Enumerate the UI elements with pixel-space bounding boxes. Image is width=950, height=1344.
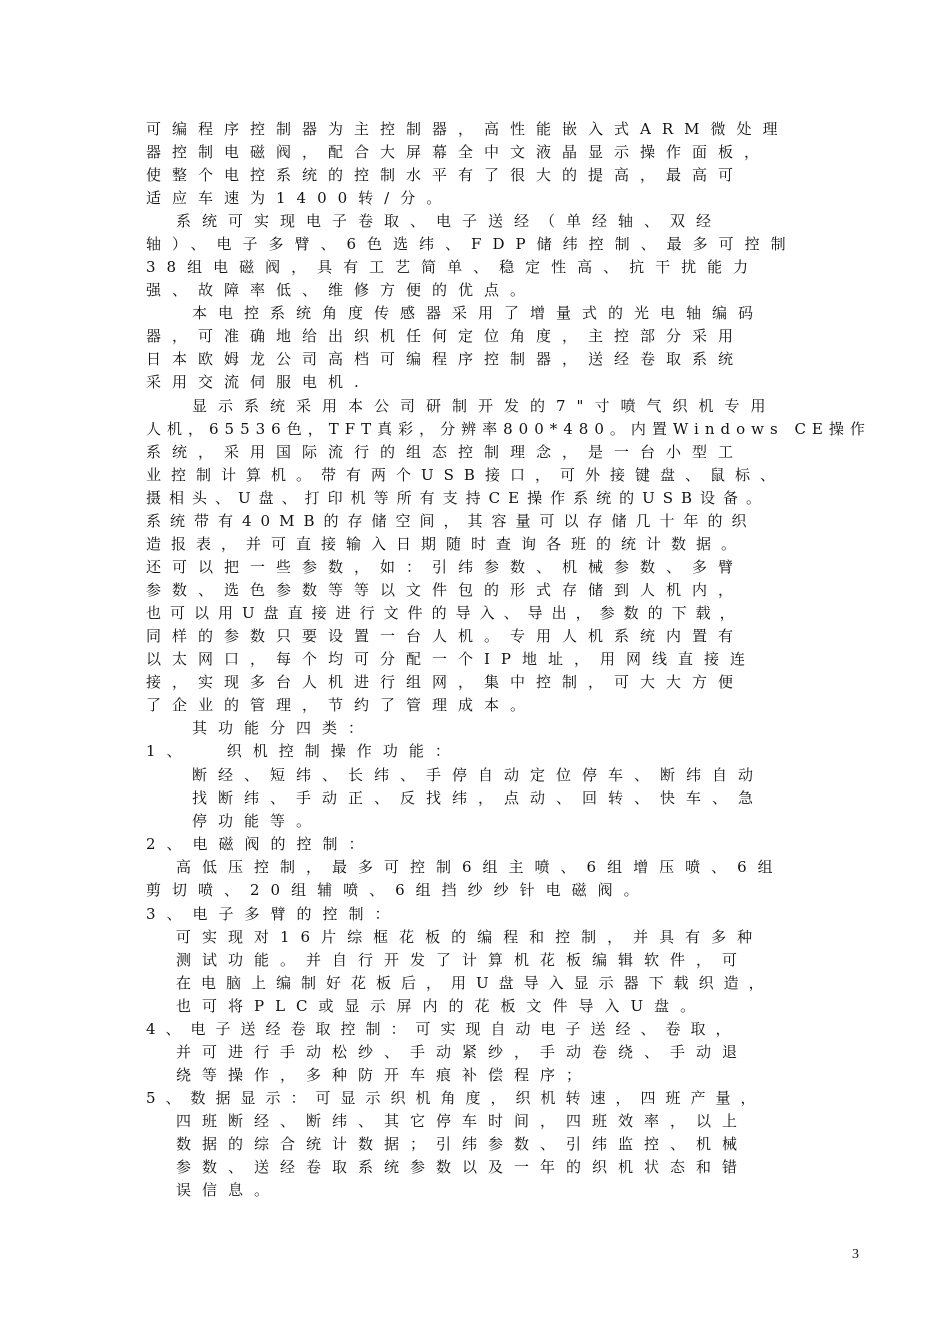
list-item-text: 断经、短纬、长纬、手停自动定位停车、断纬自动 [192, 766, 765, 784]
list-item-text: 误信息。 [176, 1181, 281, 1199]
text-line: 轴）、电子多臂、6色选纬、FDP储纬控制、最多可控制 [146, 235, 797, 253]
list-item-text: 剪切喷、20组辅喷、6组挡纱纱针电磁阀。 [146, 881, 650, 899]
list-item-text: 四班断经、断纬、其它停车时间，四班效率，以上 [176, 1112, 749, 1130]
list-item-text: 找断纬、手动正、反找纬，点动、回转、快车、急 [192, 789, 765, 807]
section-heading-1: 1、 织机控制操作功能： [146, 742, 461, 760]
list-item-text: 参数、送经卷取系统参数以及一年的织机状态和错 [176, 1158, 749, 1176]
section-heading-2: 2、电磁阀的控制： [146, 835, 375, 853]
text-line: 造报表，并可直接输入日期随时查询各班的统计数据。 [146, 535, 747, 553]
section-intro: 其功能分四类： [192, 719, 375, 737]
list-item-text: 也可将PLC或显示屏内的花板文件导入U盘。 [176, 997, 707, 1015]
section-heading-3: 3、电子多臂的控制： [146, 905, 401, 923]
text-line: 接，实现多台人机进行组网，集中控制，可大大方便 [146, 673, 745, 691]
section-heading-4: 4、电子送经卷取控制：可实现自动电子送经、卷取， [146, 1020, 741, 1038]
list-item-text: 并可进行手动松纱、手动紧纱，手动卷绕、手动退 [176, 1043, 749, 1061]
text-line: 器，可准确地给出织机任何定位角度，主控部分采用 [146, 327, 745, 345]
text-line: 采用交流伺服电机. [146, 373, 370, 391]
text-line: 以太网口，每个均可分配一个IP地址，用网线直接连 [146, 650, 757, 668]
list-item-text: 高低压控制，最多可控制6组主喷、6组增压喷、6组 [176, 858, 784, 876]
list-item-text: 可实现对16片综框花板的编程和控制，并具有多种 [176, 928, 764, 946]
text-line: 强、故障率低、维修方便的优点。 [146, 281, 537, 299]
text-line: 日本欧姆龙公司高档可编程序控制器，送经卷取系统 [146, 350, 745, 368]
text-line: 使整个电控系统的控制水平有了很大的提高，最高可 [146, 166, 745, 184]
section-heading-5: 5、数据显示：可显示织机角度，织机转速，四班产量， [146, 1089, 766, 1107]
text-line: 器控制电磁阀，配合大屏幕全中文液晶显示操作面板， [146, 143, 771, 161]
list-item-text: 数据的综合统计数据；引纬参数、引纬监控、机械 [176, 1135, 749, 1153]
text-line: 业控制计算机。带有两个USB接口，可外接键盘、鼠标、 [146, 466, 785, 484]
text-line: 也可以用U盘直接进行文件的导入、导出，参数的下载， [146, 604, 744, 622]
list-item-text: 停功能等。 [192, 812, 323, 830]
page-number: 3 [852, 1247, 859, 1262]
text-line: 摄相头、U盘、打印机等所有支持CE操作系统的USB设备。 [146, 489, 770, 507]
text-line: 系统带有40MB的存储空间，其容量可以存储几十年的织 [146, 512, 756, 530]
text-line: 了企业的管理，节约了管理成本。 [146, 696, 537, 714]
text-line: 系统，采用国际流行的组态控制理念，是一台小型工 [146, 443, 745, 461]
text-line: 参数、选色参数等等以文件包的形式存储到人机内， [146, 581, 745, 599]
text-line: 同样的参数只要设置一台人机。专用人机系统内置有 [146, 627, 745, 645]
list-item-text: 在电脑上编制好花板后，用U盘导入显示器下载织造， [176, 974, 774, 992]
text-line: 可编程序控制器为主控制器，高性能嵌入式ARM微处理 [146, 120, 789, 138]
text-line: 38组电磁阀，具有工艺简单、稳定性高、抗干扰能力 [146, 258, 760, 276]
list-item-text: 绕等操作，多种防开车痕补偿程序； [176, 1066, 593, 1084]
text-line: 适应车速为1400转/分。 [146, 189, 453, 207]
text-line: 还可以把一些参数，如：引纬参数、机械参数、多臂 [146, 558, 745, 576]
paragraph-first-line: 显示系统采用本公司研制开发的7"寸喷气织机专用 [192, 397, 777, 415]
paragraph-first-line: 系统可实现电子卷取、电子送经（单经轴、双经 [176, 212, 723, 230]
list-item-text: 测试功能。并自行开发了计算机花板编辑软件，可 [176, 951, 749, 969]
paragraph-first-line: 本电控系统角度传感器采用了增量式的光电轴编码 [192, 304, 765, 322]
text-line: 人机，65536色，TFT真彩，分辨率800*480。内置Windows CE操作 [146, 420, 871, 438]
